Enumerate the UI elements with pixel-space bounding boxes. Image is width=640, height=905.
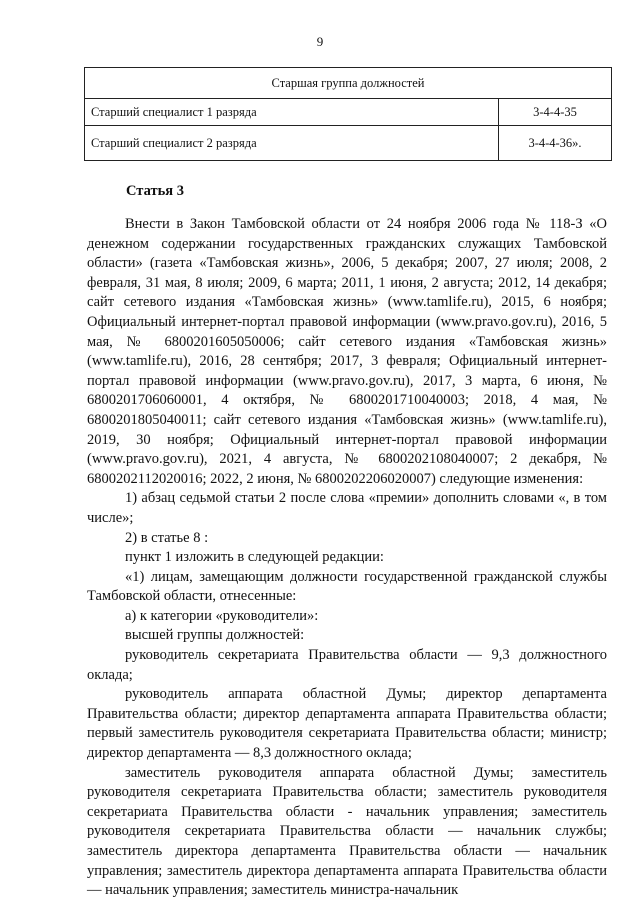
position-code: 3-4-4-36». bbox=[499, 126, 612, 161]
table-row bbox=[85, 99, 612, 126]
paragraph: заместитель руководителя аппарата областной Думы; заместитель руководителя секретариата Правительства области; заместитель руководителя секретариата Правительства области - начальник управления; заместитель руководителя секретариата Правительства области — начальник службы; заместитель директора департамента Правительства области — начальник управления; заместитель директора департамента аппарата Правительства области — начальник управления; заместитель министра-начальник bbox=[87, 764, 607, 899]
paragraph: «1) лицам, замещающим должности государственной гражданской службы Тамбовской области, отнесенные: bbox=[87, 568, 607, 605]
article-body bbox=[87, 215, 607, 901]
page-number: 9 bbox=[316, 34, 324, 49]
paragraph: Внести в Закон Тамбовской области от 24 ноября 2006 года № 118-З «О денежном содержании государственных гражданских служащих Тамбовской области» (газета «Тамбовская жизнь», 2006, 5 декабря; 2007, 27 июля; 2008, 2 февраля, 31 мая, 8 июля; 2009, 6 марта; 2011, 1 июня, 2 августа; 2012, 14 декабря; сайт сетевого издания «Тамбовская жизнь» (www.tamlife.ru), 2015, 6 ноября; Официальный интернет-портал правовой информации (www.pravo.gov.ru), 2016, 5 мая, № 6800201605050006; сайт сетевого издания «Тамбовская жизнь» (www.tamlife.ru), 2016, 28 сентября; 2017, 3 февраля; Официальный интернет-портал правовой информации (www.pravo.gov.ru), 2017, 3 марта, 6 июня, № 6800201706060001, 4 октября, № 6800201710040003; 2018, 4 мая, № 6800201805040011; сайт сетевого издания «Тамбовская жизнь» (www.tamlife.ru), 2019, 30 ноября; Официальный интернет-портал правовой информации (www.pravo.gov.ru), 2021, 4 августа, № 6800202108040007; 2 декабря, № 6800202112020016; 2022, 2 июня, № 6800202206020007) следующие изменения: bbox=[87, 216, 607, 487]
paragraph: руководитель секретариата Правительства области — 9,3 должностного оклада; bbox=[87, 647, 607, 683]
positions-table bbox=[84, 67, 612, 161]
paragraph: высшей группы должностей: bbox=[125, 627, 305, 644]
paragraph: 1) абзац седьмой статьи 2 после слова «премии» дополнить словами «, в том числе»; bbox=[87, 490, 607, 526]
position-title: Старший специалист 1 разряда bbox=[85, 99, 499, 126]
paragraph: а) к категории «руководители»: bbox=[125, 607, 319, 624]
article-heading: Статья 3 bbox=[126, 183, 184, 199]
paragraph: руководитель аппарата областной Думы; директор департамента Правительства области; директор департамента аппарата Правительства области; первый заместитель руководителя секретариата Правительства области; министр; директор департамента — 8,3 должностного оклада; bbox=[87, 686, 607, 762]
table-row bbox=[85, 126, 612, 161]
table-group-header: Старшая группа должностей bbox=[85, 68, 612, 99]
paragraph: 2) в статье 8 : bbox=[125, 529, 209, 546]
position-code: 3-4-4-35 bbox=[499, 99, 612, 126]
table-group-row bbox=[85, 68, 612, 99]
position-title: Старший специалист 2 разряда bbox=[85, 126, 499, 161]
paragraph: пункт 1 изложить в следующей редакции: bbox=[125, 549, 384, 566]
